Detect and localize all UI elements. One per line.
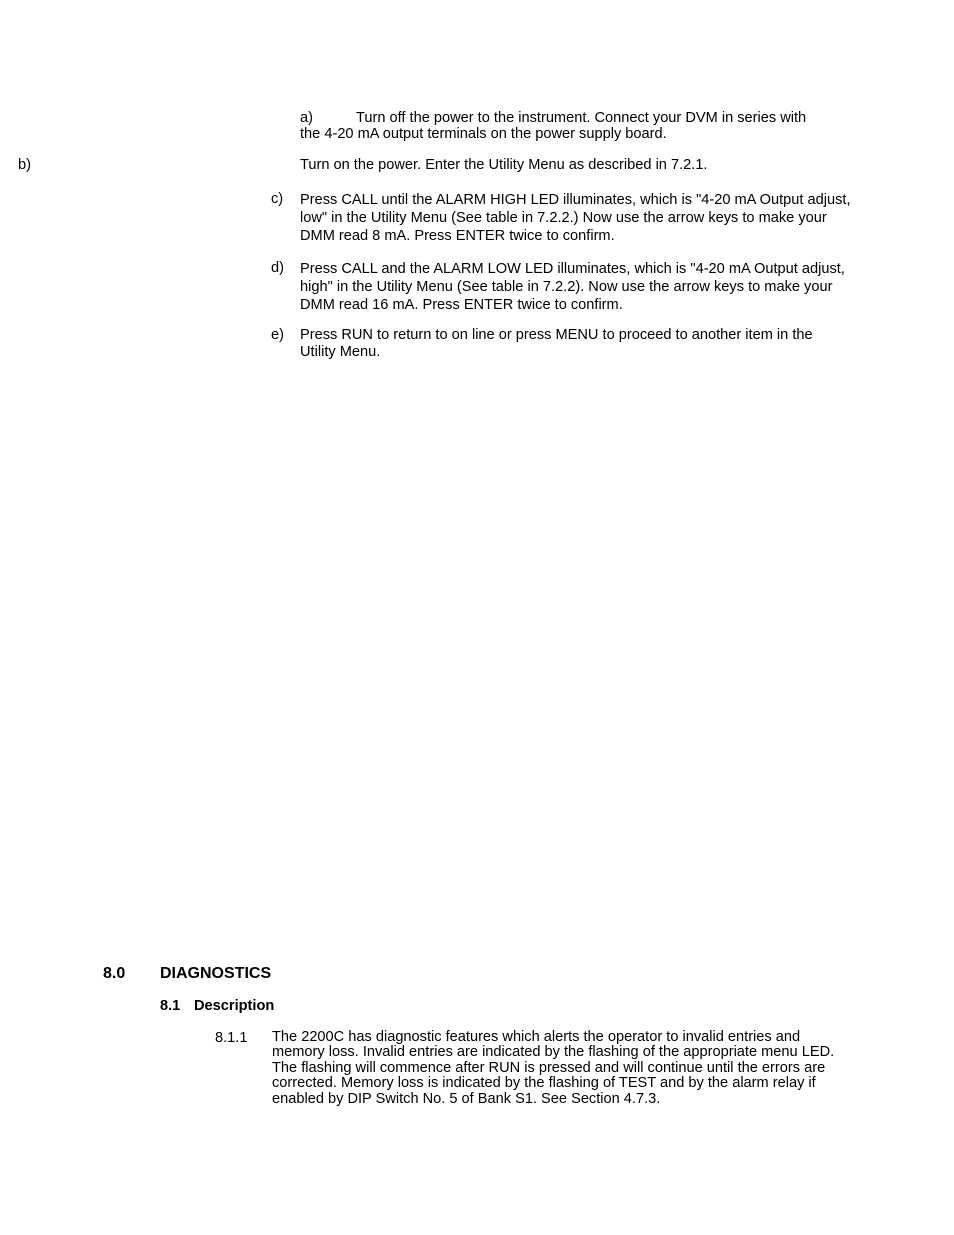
clause-text: The 2200C has diagnostic features which alerts the operator to invalid entries and memory loss. Invalid entries are indicated by the flashing of the appropriate menu LED. The flashing will commence after RUN is pressed and will continue until the errors are corrected. Memory loss is indicated by the flashing of TEST and by the alarm relay if enabled by DIP Switch No. 5 of Bank S1. See Section 4.7.3. (272, 1029, 835, 1107)
step-a-text-line2: the 4-20 mA output terminals on the power supply board. (300, 126, 667, 142)
section-number: 8.0 (103, 965, 126, 982)
section-title: DIAGNOSTICS (160, 965, 272, 982)
clause-number: 8.1.1 (215, 1030, 248, 1046)
step-c-text: Press CALL until the ALARM HIGH LED illuminates, which is "4-20 mA Output adjust, low" in the Utility Menu (See table in 7.2.2.) Now use the arrow keys to make your DMM read 8 mA. Press ENTER twice to confirm. (300, 192, 851, 244)
step-e-text: Press RUN to return to on line or press MENU to proceed to another item in the Utility Menu. (300, 327, 813, 360)
subsection-number: 8.1 (160, 998, 181, 1014)
step-c-marker: c) (271, 191, 284, 207)
step-b-text: Turn on the power. Enter the Utility Menu as described in 7.2.1. (300, 157, 708, 173)
subsection-title: Description (194, 998, 275, 1014)
step-a-text-line1: Turn off the power to the instrument. Connect your DVM in series with (356, 110, 807, 126)
step-d-marker: d) (271, 260, 284, 276)
step-e-marker: e) (271, 327, 284, 343)
step-a-marker: a) (300, 110, 313, 126)
step-b-marker: b) (18, 157, 31, 173)
step-d-text: Press CALL and the ALARM LOW LED illuminates, which is "4-20 mA Output adjust, high" in the Utility Menu (See table in 7.2.2). Now use the arrow keys to make your DMM read 16 mA. Press ENTER twice to confirm. (300, 261, 845, 313)
